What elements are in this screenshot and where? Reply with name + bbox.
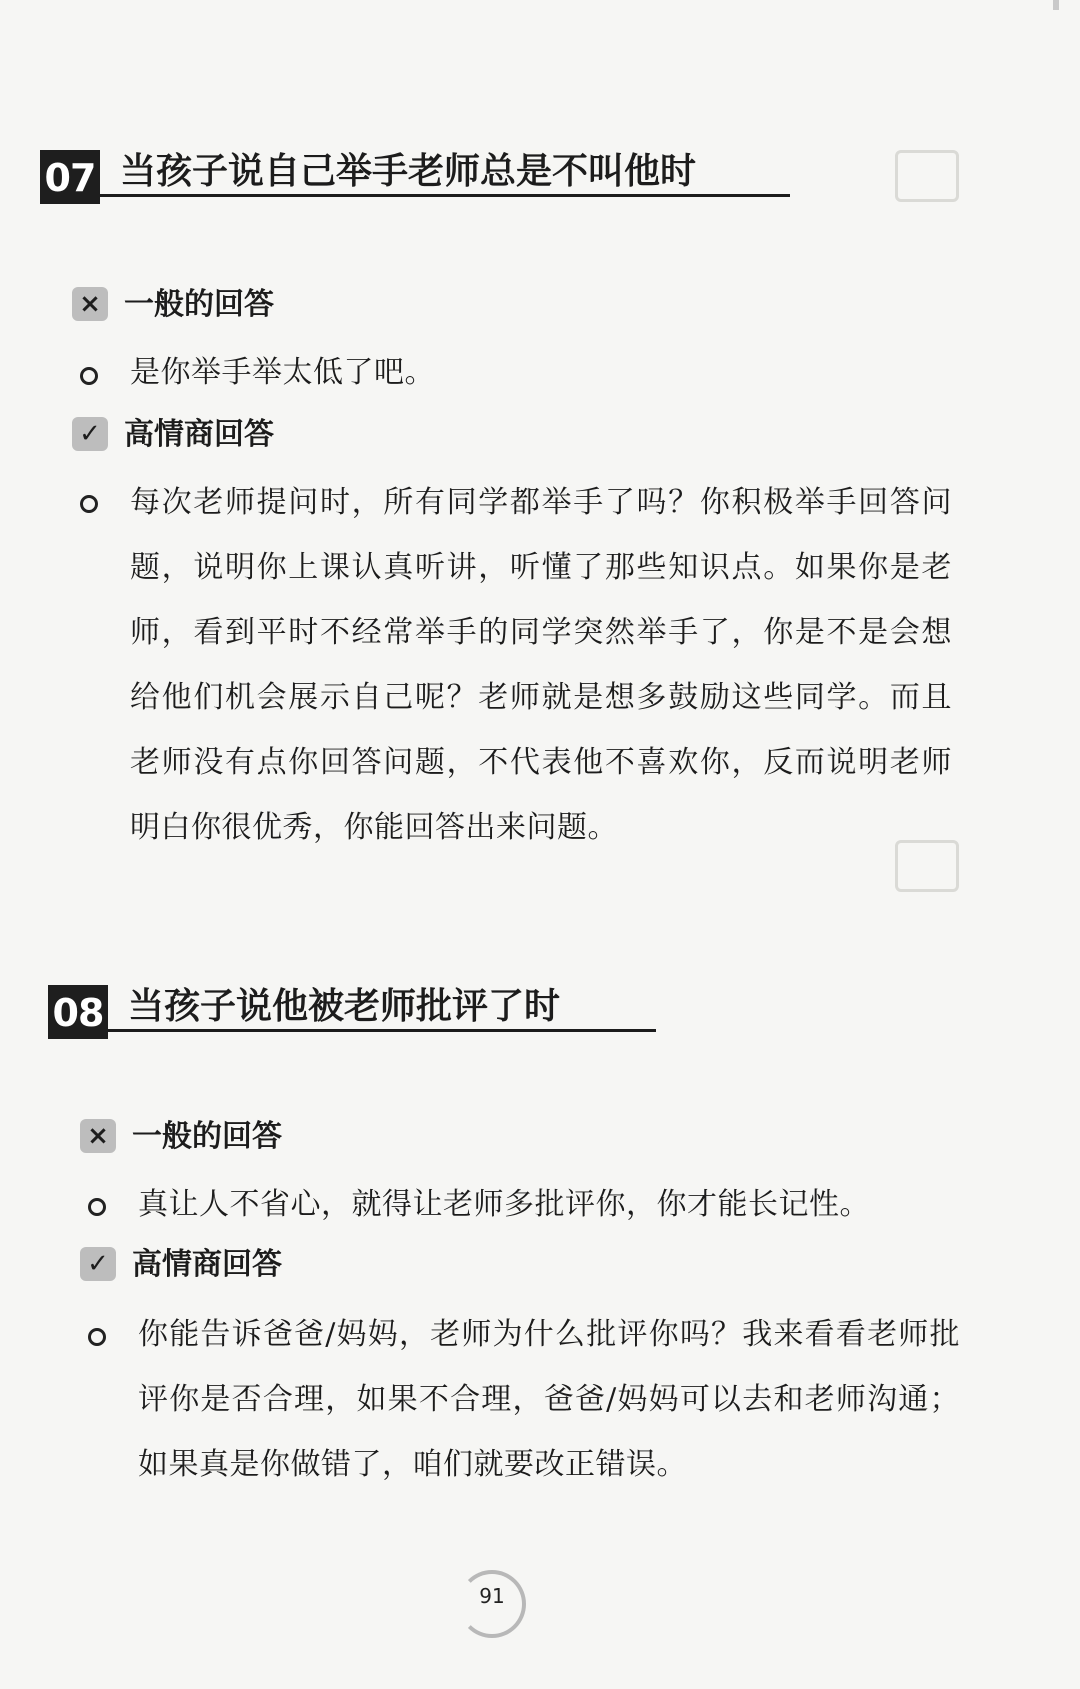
section-number-badge: 08 <box>48 985 108 1039</box>
section-title-row <box>48 985 848 1055</box>
ghost-badge <box>895 150 959 202</box>
bullet-icon <box>80 367 98 385</box>
eq-answer-text: 每次老师提问时，所有同学都举手了吗？你积极举手回答问题，说明你上课认真听讲，听懂了那些知识点。如果你是老师，看到平时不经常举手的同学突然举手了，你是不是会想给他们机会展示自己呢？老师就是想多鼓励这些同学。而且老师没有点你回答问题，不代表他不喜欢你，反而说明老师明白你很优秀，你能回答出来问题。 <box>130 485 952 845</box>
title-underline <box>100 194 790 197</box>
general-answer-text: 是你举手举太低了吧。 <box>130 355 435 390</box>
general-answer-text: 真让人不省心，就得让老师多批评你，你才能长记性。 <box>138 1187 870 1222</box>
check-icon: ✓ <box>72 417 108 451</box>
general-answer-label-row <box>80 1117 680 1159</box>
page-edge-mark <box>1053 0 1059 10</box>
page-number: 91 <box>479 1584 505 1608</box>
eq-answer-label-row <box>80 1245 680 1287</box>
eq-answer-label: 高情商回答 <box>124 417 274 452</box>
cross-icon: × <box>80 1119 116 1153</box>
bullet-icon <box>88 1198 106 1216</box>
bullet-icon <box>88 1328 106 1346</box>
cross-icon: × <box>72 287 108 321</box>
bullet-icon <box>80 495 98 513</box>
general-answer-label: 一般的回答 <box>124 287 274 322</box>
section-title: 当孩子说自己举手老师总是不叫他时 <box>120 151 697 192</box>
eq-answer-text: 你能告诉爸爸/妈妈，老师为什么批评你吗？我来看看老师批评你是否合理，如果不合理，爸爸/妈妈可以去和老师沟通；如果真是你做错了，咱们就要改正错误。 <box>138 1317 960 1482</box>
general-answer-label: 一般的回答 <box>132 1119 282 1154</box>
title-underline <box>108 1029 656 1032</box>
eq-answer-label: 高情商回答 <box>132 1247 282 1282</box>
general-answer-label-row <box>72 285 672 327</box>
section-number-badge: 07 <box>40 150 100 204</box>
section-title-row <box>40 150 840 220</box>
check-icon: ✓ <box>80 1247 116 1281</box>
section-title: 当孩子说他被老师批评了时 <box>128 986 561 1027</box>
eq-answer-label-row <box>72 415 672 457</box>
